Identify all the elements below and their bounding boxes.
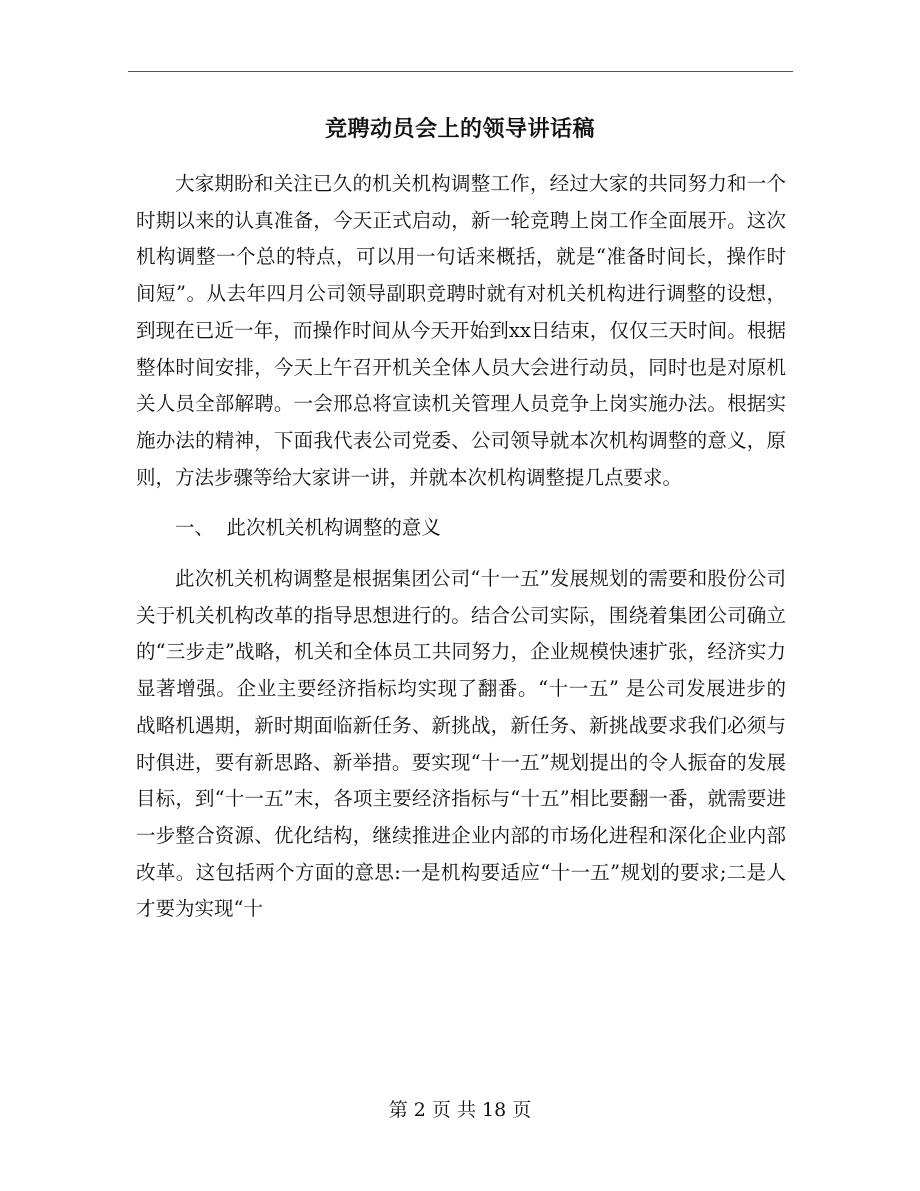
header-rule: [128, 71, 793, 72]
section-heading-1: 一、 此次机关机构调整的意义: [175, 516, 441, 540]
page-footer: 第 2 页 共 18 页: [388, 1099, 532, 1121]
document-title: 竞聘动员会上的领导讲话稿: [324, 116, 595, 142]
paragraph-section-1: 此次机关机构调整是根据集团公司“十一五”发展规划的需要和股份公司关于机关机构改革的指导思想进行的。结合公司实际，围绕着集团公司确立的“三步走”战略，机关和全体员工共同努力，企业规模快速扩张，经济实力显著增强。企业主要经济指标均实现了翻番。“十一五” 是公司发展进步的战略机遇期，新时期面临新任务、新挑战，新任务、新挑战要求我们必须与时俱进，要有新思路、新举措。要实现“十一五”规划提出的令人振奋的发展目标，到“十一五”末，各项主要经济指标与“十五”相比要翻一番，就需要进一步整合资源、优化结构，继续推进企业内部的市场化进程和深化企业内部改革。这包括两个方面的意思:一是机构要适应“十一五”规划的要求;二是人才要为实现“十: [136, 567, 786, 921]
document-body: [136, 166, 786, 928]
paragraph-intro: 大家期盼和关注已久的机关机构调整工作，经过大家的共同努力和一个时期以来的认真准备，今天正式启动，新一轮竞聘上岗工作全面展开。这次机构调整一个总的特点，可以用一句话来概括，就是“准备时间长，操作时间短”。从去年四月公司领导副职竞聘时就有对机关机构进行调整的设想，到现在已近一年，而操作时间从今天开始到xx日结束，仅仅三天时间。根据整体时间安排，今天上午召开机关全体人员大会进行动员，同时也是对原机关人员全部解聘。一会邢总将宣读机关管理人员竞争上岗实施办法。根据实施办法的精神，下面我代表公司党委、公司领导就本次机构调整的意义，原则，方法步骤等给大家讲一讲，并就本次机构调整提几点要求。: [136, 172, 786, 489]
